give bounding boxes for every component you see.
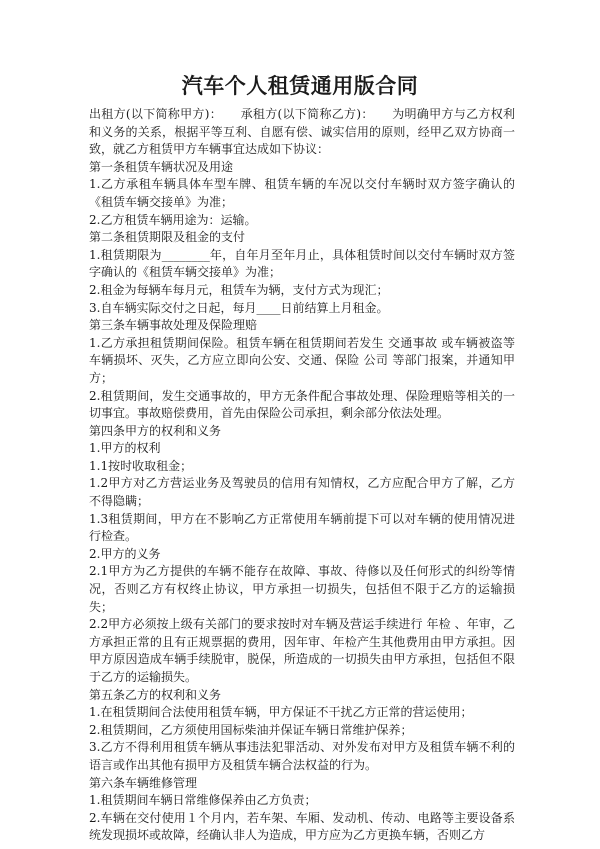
article-6-clause-1: 1.租赁期间车辆日常维修保养由乙方负责； — [89, 793, 317, 808]
article-5-heading: 第五条乙方的权利和义务 — [89, 687, 222, 702]
article-3-heading: 第三条车辆事故处理及保险理赔 — [89, 318, 258, 333]
article-4-clause-2-1: 2.1甲方为乙方提供的车辆不能存在故障、事故、待修以及任何形式的纠纷等情况，否则乙方有权终止协议，甲方承担一切损失，包括但不限于乙方的运输损失； — [89, 564, 515, 614]
article-4-subheading-rights: 1.甲方的权利 — [89, 441, 161, 456]
article-4-clause-1-2: 1.2甲方对乙方营运业务及驾驶员的信用有知情权，乙方应配合甲方了解，乙方不得隐瞒； — [89, 476, 515, 509]
article-3-clause-2: 2.租赁期间，发生交通事故的，甲方无条件配合事故处理、保险理赔等相关的一切事宜。事故赔偿费用，首先由保险公司承担，剩余部分依法处理。 — [89, 388, 515, 421]
article-1-clause-1: 1.乙方承租车辆具体车型车牌、租赁车辆的车况以交付车辆时双方签字确认的《租赁车辆交接单》为准； — [89, 177, 515, 209]
article-1-heading: 第一条租赁车辆状况及用途 — [89, 159, 234, 174]
article-5-clause-2: 2.租赁期间，乙方须使用国标柴油并保证车辆日常维护保养； — [89, 722, 413, 737]
article-1-clause-2: 2.乙方租赁车辆用途为：运输。 — [89, 212, 257, 227]
article-2-clause-2: 2.租金为每辆车每月元，租赁车为辆，支付方式为现汇； — [89, 282, 389, 297]
document-body — [89, 106, 515, 845]
article-4-clause-2-2: 2.2甲方必须按上级有关部门的要求按时对车辆及营运手续进行 年检 、年审，乙方承担正常的且有正规票据的费用，因年审、年检产生其他费用由甲方承担。因甲方原因造成车辆手续脱审，脱保，所造成的一切损失由甲方承担，包括但不限于乙方的运输损失。 — [89, 617, 515, 684]
document-title: 汽车个人租赁通用版合同 — [181, 73, 419, 98]
article-4-subheading-obligations: 2.甲方的义务 — [89, 546, 161, 561]
article-4-clause-1-3: 1.3租赁期间，甲方在不影响乙方正常使用车辆前提下可以对车辆的使用情况进行检查。 — [89, 511, 515, 544]
article-2-clause-3: 3.自车辆实际交付之日起，每月____日前结算上月租金。 — [89, 300, 389, 315]
article-2-clause-1: 1.租赁期限为________年，自年月至年月止，具体租赁时间以交付车辆时双方签字确认的《租赁车辆交接单》为准； — [89, 247, 515, 280]
article-5-clause-1: 1.在租赁期间合法使用租赁车辆，甲方保证不干扰乙方正常的营运使用； — [89, 705, 473, 720]
article-4-heading: 第四条甲方的权利和义务 — [89, 423, 222, 438]
article-6-clause-2: 2.车辆在交付使用１个月内，若车架、车厢、发动机、传动、电路等主要设备系统发现损坏或故障，经确认非人为造成，甲方应为乙方更换车辆，否则乙方 — [89, 810, 515, 843]
article-3-clause-1: 1.乙方承担租赁期间保险。租赁车辆在租赁期间若发生 交通事故 或车辆被盗等车辆损坏、灭失，乙方应立即向公安、交通、保险 公司 等部门报案，并通知甲方； — [89, 335, 515, 385]
article-2-heading: 第二条租赁期限及租金的支付 — [89, 230, 246, 245]
preamble-paragraph: 出租方(以下简称甲方)： 承租方(以下简称乙方)： 为明确甲方与乙方权利和义务的关系，根据平等互利、自愿有偿、诚实信用的原则，经甲乙双方协商一致，就乙方租赁甲方车辆事宜达成如下协议： — [89, 107, 515, 157]
article-6-heading: 第六条车辆维修管理 — [89, 775, 198, 790]
article-5-clause-3: 3.乙方不得利用租赁车辆从事违法犯罪活动、对外发布对甲方及租赁车辆不利的语言或作出其他有损甲方及租赁车辆合法权益的行为。 — [89, 740, 515, 772]
article-4-clause-1-1: 1.1按时收取租金； — [89, 458, 193, 473]
